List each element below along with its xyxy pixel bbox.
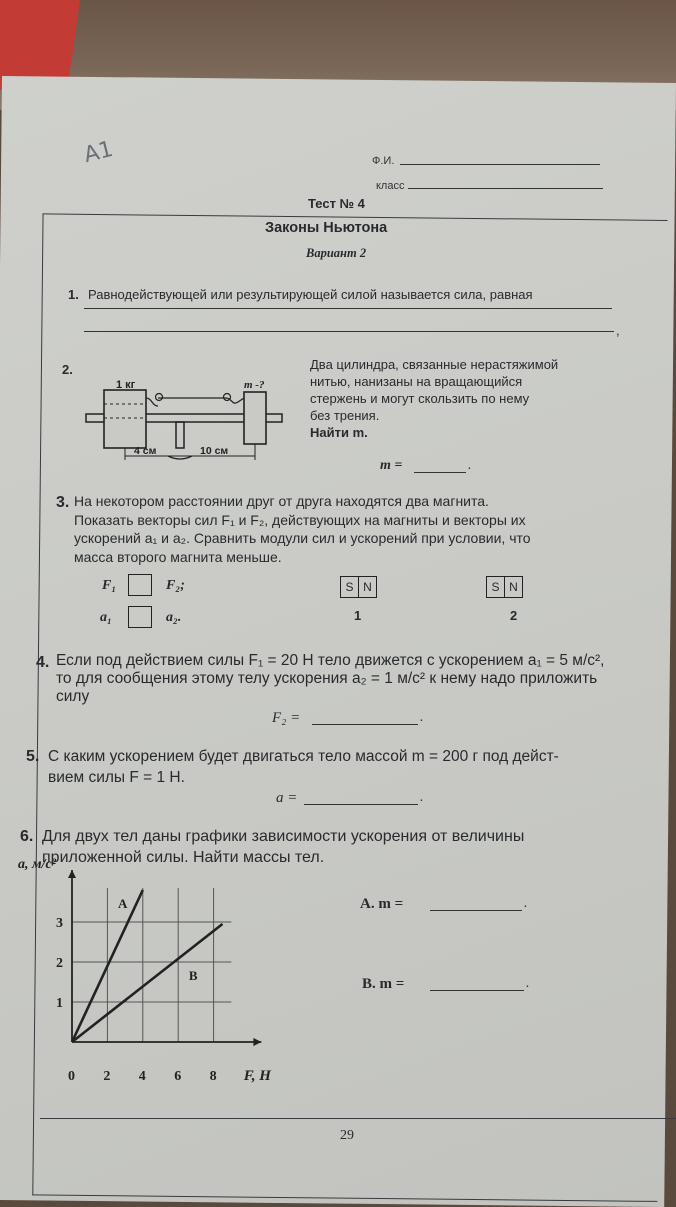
question-4-line: то для сообщения этому телу ускорения a₂ = 1 м/с² к нему надо приложить [56,670,598,687]
magnet-1-n-pole: N [363,580,372,594]
question-5-answer-label: a = [276,790,298,806]
test-subject: Законы Ньютона [265,220,388,236]
acceleration-force-chart [14,857,304,1090]
question-2-line: стержень и могут скользить по нему [310,391,530,406]
question-5-number: 5. [26,748,40,765]
magnet-2 [486,576,523,598]
series-line-B [72,924,222,1042]
question-1-answer-line-1[interactable] [84,308,612,309]
x-tick-label: 0 [68,1069,75,1084]
class-label: класс [376,180,405,192]
magnet-2-s-pole: S [487,577,505,597]
question-2-line: без трения. [310,408,380,423]
question-4-line: Если под действием силы F₁ = 20 Н тело движется с ускорением a₁ = 5 м/с², [56,652,605,669]
question-6-answer-b-tail: . [526,976,530,991]
question-6-text [42,826,672,868]
question-3-number: 3. [56,494,70,511]
question-4-answer-tail: . [420,710,424,725]
page-number: 29 [340,1128,354,1143]
question-2-answer-label: m = [380,458,403,473]
chart-series [72,890,222,1042]
question-5-text [48,746,668,788]
variant-label: Вариант 2 [306,246,367,260]
x-tick-label: 8 [209,1069,217,1084]
y-axis-arrow [68,870,76,878]
a1-label: a₁ [100,610,112,625]
diagram-mass2-label: m -? [244,379,265,391]
question-5-answer-field[interactable] [304,804,418,805]
question-4-answer-label: F₂ = [272,710,301,726]
a2-label: a₂. [166,610,182,625]
cylinders-on-rod-diagram [86,376,290,462]
question-6-answer-b-label: B. m = [362,976,405,992]
question-6-answer-a-tail: . [524,896,528,911]
question-1-number: 1. [68,287,79,302]
question-1-trailing-comma: , [616,323,620,338]
question-2-line: нитью, нанизаны на вращающийся [310,374,523,389]
question-4-line: силу [56,688,90,705]
chart-labels [18,857,272,1084]
question-3-line: Показать векторы сил F₁ и F₂, действующих на магниты и векторы их [74,511,526,528]
question-6-answer-a-label: A. m = [360,896,404,912]
diagram-mass1-label: 1 кг [116,379,136,391]
magnet-1-label: 1 [354,608,362,623]
chart-axes [68,870,261,1046]
question-1-answer-line-2[interactable] [84,331,614,332]
magnet-1-s-pole: S [341,577,359,597]
question-6-number: 6. [20,828,34,845]
f-compare-box[interactable] [128,574,152,596]
question-3-line: ускорений a₁ и a₂. Сравнить модули сил и ускорений при условии, что [74,530,531,546]
question-6-answer-b-field[interactable] [430,990,524,991]
test-title: Тест № 4 [308,196,365,211]
a-compare-box[interactable] [128,606,152,628]
question-1-text: Равнодействующей или результирующей силой называется сила, равная [88,287,533,302]
y-tick-label: 3 [56,916,63,931]
diagram-dist2-label: 10 см [200,445,229,457]
x-axis-label: F, Н [243,1068,271,1084]
question-3-line: На некотором расстоянии друг от друга находятся два магнита. [74,493,489,509]
question-2-text [310,356,610,441]
chart-grid [72,888,231,1042]
question-4-answer-field[interactable] [312,724,418,725]
question-3-line: масса второго магнита меньше. [74,548,282,565]
x-tick-label: 2 [103,1069,111,1084]
fio-field[interactable] [400,164,600,165]
question-4-text [56,652,668,706]
question-4-number: 4. [36,654,50,671]
magnet-2-n-pole: N [509,580,518,594]
diagram-dist1-label: 4 см [134,445,157,457]
question-5-line: вием силы F = 1 Н. [48,769,185,786]
series-label-B: B [188,968,198,983]
question-2-number: 2. [62,362,73,377]
question-2-line: Найти m. [310,425,368,440]
question-3-text [74,492,666,566]
fio-label: Ф.И. [372,155,395,167]
handwritten-mark: A1 [81,136,116,169]
x-tick-label: 6 [174,1069,182,1084]
magnet-1 [340,576,377,598]
question-5-answer-tail: . [420,790,424,805]
y-tick-label: 1 [56,996,63,1011]
y-axis-label: a, м/с² [18,857,56,872]
y-tick-label: 2 [56,956,63,971]
question-6-line: Для двух тел даны графики зависимости ускорения от величины [42,828,525,845]
question-6-line: приложенной силы. Найти массы тел. [42,849,325,866]
bottom-rule [40,1118,676,1119]
x-tick-label: 4 [138,1069,146,1084]
f2-label: F₂; [166,578,185,593]
question-5-line: С каким ускорением будет двигаться тело массой m = 200 г под дейст- [48,748,559,765]
x-axis-arrow [253,1038,261,1046]
question-2-line: Два цилиндра, связанные нерастяжимой [310,357,559,372]
magnet-2-label: 2 [510,608,518,623]
question-6-answer-a-field[interactable] [430,910,522,911]
f1-label: F₁ [102,578,117,593]
series-label-A: A [118,896,128,911]
class-field[interactable] [408,188,603,189]
question-2-answer-field[interactable] [414,472,466,473]
question-2-answer-tail: . [468,458,472,473]
